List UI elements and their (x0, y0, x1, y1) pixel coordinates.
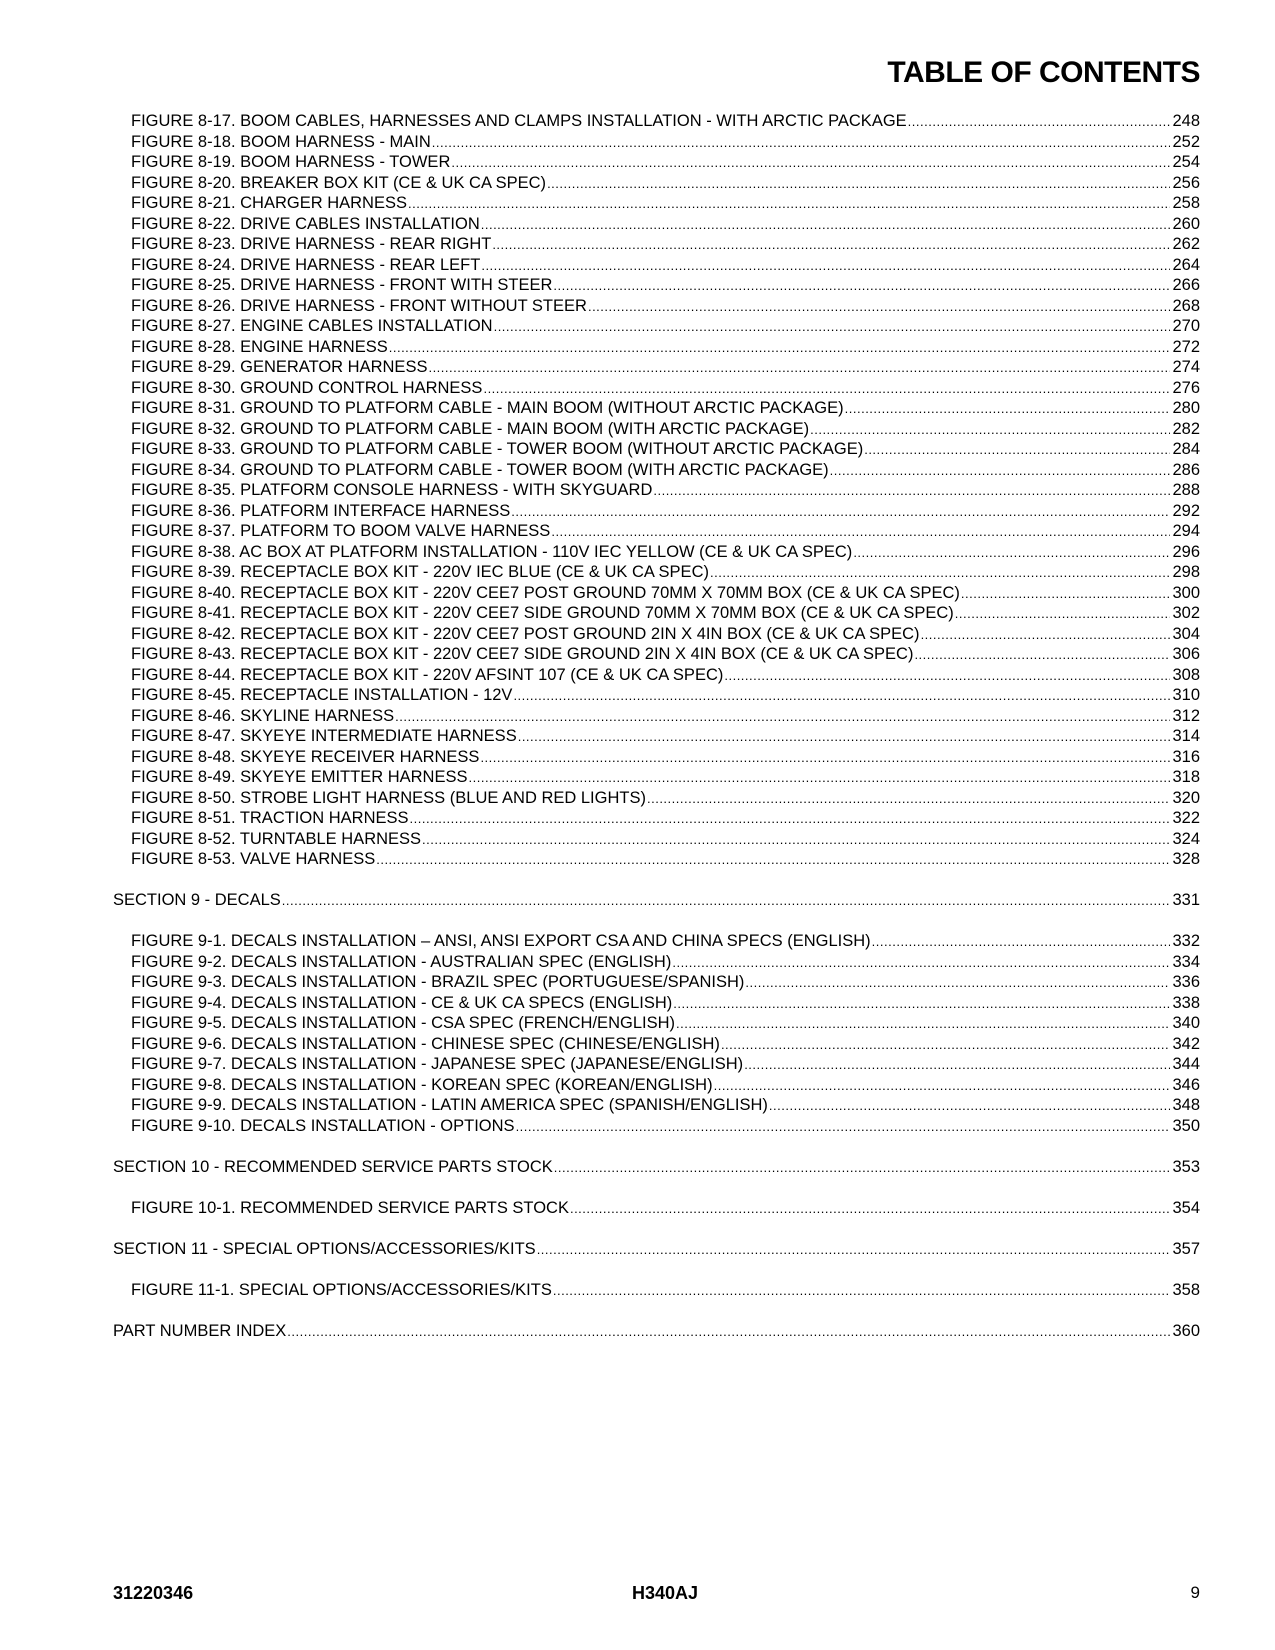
toc-entry-label: FIGURE 8-33. GROUND TO PLATFORM CABLE - TOWER BOOM (WITHOUT ARCTIC PACKAGE) (131, 440, 864, 458)
dot-leader (554, 1157, 1171, 1178)
toc-entry-label: FIGURE 11-1. SPECIAL OPTIONS/ACCESSORIES/KITS (131, 1280, 552, 1299)
toc-entry-label: FIGURE 8-42. RECEPTACLE BOX KIT - 220V CEE7 POST GROUND 2IN X 4IN BOX (CE & UK CA SPEC) (131, 624, 920, 643)
toc-entry-page: 310 (1172, 686, 1200, 704)
toc-entry-label: FIGURE 8-45. RECEPTACLE INSTALLATION - 12V (131, 686, 513, 704)
toc-entry-page: 270 (1172, 317, 1200, 335)
toc-figure-entry[interactable] (131, 419, 1200, 440)
toc-figure-entry[interactable] (131, 521, 1200, 542)
dot-leader (547, 173, 1170, 194)
toc-entry-page: 336 (1172, 973, 1200, 991)
toc-figure-entry[interactable] (131, 952, 1200, 973)
toc-entry-page: 298 (1172, 563, 1200, 581)
dot-leader (714, 1075, 1171, 1096)
toc-figure-entry[interactable] (131, 829, 1200, 850)
toc-entry-page: 280 (1172, 399, 1200, 417)
toc-figure-entry[interactable] (131, 1054, 1200, 1075)
dot-leader (724, 665, 1170, 686)
dot-leader (553, 1280, 1171, 1301)
dot-leader (653, 480, 1170, 501)
toc-section-entry[interactable] (113, 890, 1200, 911)
toc-entry-label: FIGURE 8-31. GROUND TO PLATFORM CABLE - MAIN BOOM (WITHOUT ARCTIC PACKAGE) (131, 399, 844, 417)
toc-entry-page: 254 (1172, 153, 1200, 171)
toc-figure-entry[interactable] (131, 316, 1200, 337)
toc-figure-entry[interactable] (131, 234, 1200, 255)
toc-entry-page: 342 (1172, 1034, 1200, 1053)
toc-figure-entry[interactable] (131, 993, 1200, 1014)
toc-entry-label: FIGURE 8-34. GROUND TO PLATFORM CABLE - TOWER BOOM (WITH ARCTIC PACKAGE) (131, 460, 829, 479)
dot-leader (921, 624, 1171, 645)
toc-entry-page: 288 (1172, 481, 1200, 499)
toc-entry-page: 300 (1172, 583, 1200, 602)
dot-leader (481, 214, 1171, 235)
dot-leader (376, 849, 1170, 870)
toc-entry-label: FIGURE 10-1. RECOMMENDED SERVICE PARTS STOCK (131, 1198, 569, 1217)
dot-leader (914, 644, 1170, 665)
toc-figure-entry[interactable] (131, 501, 1200, 522)
toc-entry-page: 296 (1172, 542, 1200, 561)
toc-figure-entry[interactable] (131, 665, 1200, 686)
toc-entry-page: 360 (1172, 1321, 1200, 1340)
toc-entry-page: 286 (1172, 460, 1200, 479)
toc-entry-label: FIGURE 8-39. RECEPTACLE BOX KIT - 220V IEC BLUE (CE & UK CA SPEC) (131, 563, 709, 581)
dot-leader (672, 952, 1170, 973)
dot-leader (287, 1321, 1170, 1342)
toc-figure-entry[interactable] (131, 726, 1200, 747)
toc-figure-entry[interactable] (131, 562, 1200, 583)
toc-entry-page: 353 (1172, 1157, 1200, 1176)
toc-figure-entry[interactable] (131, 931, 1200, 952)
dot-leader (908, 111, 1171, 132)
dot-leader (480, 747, 1170, 768)
toc-figure-entry[interactable] (131, 173, 1200, 194)
toc-figure-entry[interactable] (131, 767, 1200, 788)
toc-figure-entry[interactable] (131, 275, 1200, 296)
toc-figure-entry[interactable] (131, 1095, 1200, 1116)
toc-figure-entry[interactable] (131, 480, 1200, 501)
toc-figure-entry[interactable] (131, 1116, 1200, 1137)
toc-figure-entry[interactable] (131, 193, 1200, 214)
toc-entry-label: FIGURE 9-3. DECALS INSTALLATION - BRAZIL SPEC (PORTUGUESE/SPANISH) (131, 973, 745, 991)
toc-figure-entry[interactable] (131, 378, 1200, 399)
toc-figure-entry[interactable] (131, 624, 1200, 645)
dot-leader (810, 419, 1170, 440)
dot-leader (481, 255, 1170, 276)
toc-entry-page: 314 (1172, 727, 1200, 745)
toc-entry-label: FIGURE 8-43. RECEPTACLE BOX KIT - 220V CEE7 SIDE GROUND 2IN X 4IN BOX (CE & UK CA SPEC) (131, 645, 914, 663)
toc-entry-label: FIGURE 9-4. DECALS INSTALLATION - CE & UK CA SPECS (ENGLISH) (131, 993, 673, 1012)
toc-entry-page: 328 (1172, 850, 1200, 868)
dot-leader (422, 829, 1170, 850)
toc-figure-entry[interactable] (131, 685, 1200, 706)
toc-entry-page: 350 (1172, 1116, 1200, 1135)
toc-entry-page: 320 (1172, 788, 1200, 807)
toc-figure-entry[interactable] (131, 849, 1200, 870)
toc-figure-entry[interactable] (131, 398, 1200, 419)
toc-figure-entry[interactable] (131, 214, 1200, 235)
toc-figure-entry[interactable] (131, 255, 1200, 276)
dot-leader (513, 685, 1170, 706)
toc-entry-label: FIGURE 9-10. DECALS INSTALLATION - OPTIONS (131, 1116, 515, 1135)
toc-entry-label: FIGURE 8-17. BOOM CABLES, HARNESSES AND CLAMPS INSTALLATION - WITH ARCTIC PACKAGE (131, 112, 907, 130)
dot-leader (494, 316, 1171, 337)
dot-leader (469, 767, 1171, 788)
toc-entry-label: FIGURE 9-7. DECALS INSTALLATION - JAPANESE SPEC (JAPANESE/ENGLISH) (131, 1055, 744, 1073)
toc-entry-page: 292 (1172, 501, 1200, 520)
toc-entry-label: FIGURE 8-23. DRIVE HARNESS - REAR RIGHT (131, 235, 492, 253)
toc-entry-label: FIGURE 8-35. PLATFORM CONSOLE HARNESS - WITH SKYGUARD (131, 481, 653, 499)
toc-entry-label: FIGURE 8-36. PLATFORM INTERFACE HARNESS (131, 501, 511, 520)
dot-leader (853, 542, 1170, 563)
toc-entry-page: 260 (1172, 214, 1200, 233)
dot-leader (872, 931, 1171, 952)
dot-leader (389, 337, 1171, 358)
toc-entry-label: FIGURE 8-24. DRIVE HARNESS - REAR LEFT (131, 255, 481, 274)
model-name: H340AJ (632, 1583, 699, 1603)
dot-leader (710, 562, 1170, 583)
toc-entry-page: 256 (1172, 173, 1200, 192)
toc-entry-page: 324 (1172, 829, 1200, 848)
toc-entry-page: 340 (1172, 1014, 1200, 1032)
toc-entry-page: 331 (1172, 891, 1200, 909)
toc-entry-page: 308 (1172, 665, 1200, 684)
toc-entry-label: FIGURE 8-51. TRACTION HARNESS (131, 809, 409, 827)
toc-figure-entry[interactable] (131, 439, 1200, 460)
toc-entry-label: FIGURE 8-26. DRIVE HARNESS - FRONT WITHOUT STEER (131, 296, 587, 315)
toc-entry-label: FIGURE 8-44. RECEPTACLE BOX KIT - 220V AFSINT 107 (CE & UK CA SPEC) (131, 665, 724, 684)
toc-entry-page: 334 (1172, 952, 1200, 971)
dot-leader (537, 1239, 1171, 1260)
toc-figure-entry[interactable] (131, 1013, 1200, 1034)
toc-entry-page: 354 (1172, 1198, 1200, 1217)
dot-leader (408, 193, 1170, 214)
dot-leader (721, 1034, 1171, 1055)
toc-figure-entry[interactable] (131, 542, 1200, 563)
toc-figure-entry[interactable] (131, 644, 1200, 665)
toc-entry-page: 272 (1172, 337, 1200, 356)
dot-leader (492, 234, 1170, 255)
dot-leader (410, 808, 1171, 829)
toc-entry-label: FIGURE 9-2. DECALS INSTALLATION - AUSTRALIAN SPEC (ENGLISH) (131, 952, 672, 971)
dot-leader (553, 275, 1170, 296)
toc-entry-page: 264 (1172, 255, 1200, 274)
toc-figure-entry[interactable] (131, 132, 1200, 153)
toc-entry-page: 318 (1172, 768, 1200, 786)
toc-entry-page: 276 (1172, 378, 1200, 397)
toc-entry-label: FIGURE 8-48. SKYEYE RECEIVER HARNESS (131, 747, 480, 766)
toc-figure-entry[interactable] (131, 706, 1200, 727)
toc-entry-label: SECTION 11 - SPECIAL OPTIONS/ACCESSORIES/KITS (113, 1239, 536, 1258)
toc-figure-entry[interactable] (131, 152, 1200, 173)
dot-leader (769, 1095, 1171, 1116)
dot-leader (744, 1054, 1170, 1075)
dot-leader (745, 972, 1170, 993)
dot-leader (588, 296, 1171, 317)
toc-entry-label: FIGURE 8-53. VALVE HARNESS (131, 850, 376, 868)
dot-leader (451, 152, 1170, 173)
dot-leader (282, 890, 1171, 911)
toc-entry-label: FIGURE 8-49. SKYEYE EMITTER HARNESS (131, 768, 468, 786)
toc-entry-label: PART NUMBER INDEX (113, 1321, 287, 1340)
toc-section-entry[interactable] (113, 1321, 1200, 1342)
toc-entry-page: 358 (1172, 1280, 1200, 1299)
toc-entry-label: FIGURE 8-29. GENERATOR HARNESS (131, 358, 428, 376)
toc-figure-entry[interactable] (131, 1075, 1200, 1096)
toc-entry-label: FIGURE 8-30. GROUND CONTROL HARNESS (131, 378, 483, 397)
toc-figure-entry[interactable] (131, 972, 1200, 993)
dot-leader (395, 706, 1170, 727)
toc-entry-label: FIGURE 8-52. TURNTABLE HARNESS (131, 829, 422, 848)
dot-leader (518, 726, 1171, 747)
toc-entry-page: 268 (1172, 296, 1200, 315)
toc-entry-page: 252 (1172, 132, 1200, 151)
toc-entry-page: 262 (1172, 235, 1200, 253)
dot-leader (428, 357, 1170, 378)
toc-entry-page: 348 (1172, 1096, 1200, 1114)
toc-figure-entry[interactable] (131, 788, 1200, 809)
dot-leader (961, 583, 1171, 604)
toc-entry-label: FIGURE 9-8. DECALS INSTALLATION - KOREAN SPEC (KOREAN/ENGLISH) (131, 1075, 713, 1094)
toc-entry-label: FIGURE 8-27. ENGINE CABLES INSTALLATION (131, 317, 493, 335)
toc-entry-label: FIGURE 9-9. DECALS INSTALLATION - LATIN AMERICA SPEC (SPANISH/ENGLISH) (131, 1096, 768, 1114)
toc-entry-page: 338 (1172, 993, 1200, 1012)
toc-entry-page: 312 (1172, 706, 1200, 725)
toc-figure-entry[interactable] (131, 337, 1200, 358)
toc-figure-entry[interactable] (131, 357, 1200, 378)
toc-entry-page: 306 (1172, 645, 1200, 663)
page-number: 9 (1190, 1583, 1200, 1602)
toc-entry-page: 344 (1172, 1055, 1200, 1073)
toc-entry-label: SECTION 10 - RECOMMENDED SERVICE PARTS STOCK (113, 1157, 553, 1176)
dot-leader (676, 1013, 1170, 1034)
page-footer (0, 1583, 1275, 1607)
toc-entry-label: FIGURE 8-28. ENGINE HARNESS (131, 337, 388, 356)
dot-leader (673, 993, 1170, 1014)
toc-entry-label: FIGURE 8-22. DRIVE CABLES INSTALLATION (131, 214, 480, 233)
toc-entry-label: FIGURE 8-50. STROBE LIGHT HARNESS (BLUE AND RED LIGHTS) (131, 788, 646, 807)
toc-figure-entry[interactable] (131, 296, 1200, 317)
toc-entry-page: 248 (1172, 112, 1200, 130)
toc-entry-label: FIGURE 8-46. SKYLINE HARNESS (131, 706, 395, 725)
dot-leader (845, 398, 1171, 419)
page-title: TABLE OF CONTENTS (887, 56, 1200, 89)
toc-entry-label: FIGURE 8-40. RECEPTACLE BOX KIT - 220V CEE7 POST GROUND 70MM X 70MM BOX (CE & UK CA SPEC) (131, 583, 960, 602)
toc-entry-label: FIGURE 8-19. BOOM HARNESS - TOWER (131, 153, 451, 171)
dot-leader (432, 132, 1171, 153)
toc-entry-page: 266 (1172, 276, 1200, 294)
dot-leader (647, 788, 1170, 809)
toc-entry-page: 274 (1172, 358, 1200, 376)
dot-leader (864, 439, 1170, 460)
toc-section-entry[interactable] (113, 1239, 1200, 1260)
toc-entry-label: FIGURE 8-25. DRIVE HARNESS - FRONT WITH STEER (131, 276, 553, 294)
toc-entry-page: 322 (1172, 809, 1200, 827)
toc-entry-page: 357 (1172, 1239, 1200, 1258)
toc-figure-entry[interactable] (131, 111, 1200, 132)
toc-entry-page: 258 (1172, 194, 1200, 212)
toc-figure-entry[interactable] (131, 1280, 1200, 1301)
toc-figure-entry[interactable] (131, 808, 1200, 829)
dot-leader (830, 460, 1171, 481)
toc-entry-label: FIGURE 9-6. DECALS INSTALLATION - CHINESE SPEC (CHINESE/ENGLISH) (131, 1034, 720, 1053)
dot-leader (483, 378, 1170, 399)
toc-entry-page: 294 (1172, 522, 1200, 540)
toc-figure-entry[interactable] (131, 747, 1200, 768)
toc-entry-label: FIGURE 8-18. BOOM HARNESS - MAIN (131, 132, 431, 151)
toc-entry-page: 332 (1172, 932, 1200, 950)
dot-leader (570, 1198, 1171, 1219)
toc-entry-page: 304 (1172, 624, 1200, 643)
toc-figure-entry[interactable] (131, 583, 1200, 604)
toc-entry-label: FIGURE 9-5. DECALS INSTALLATION - CSA SPEC (FRENCH/ENGLISH) (131, 1014, 675, 1032)
toc-entry-label: FIGURE 8-32. GROUND TO PLATFORM CABLE - MAIN BOOM (WITH ARCTIC PACKAGE) (131, 419, 810, 438)
toc-entry-page: 282 (1172, 419, 1200, 438)
toc-entry-label: FIGURE 8-21. CHARGER HARNESS (131, 194, 407, 212)
toc-entry-label: FIGURE 8-38. AC BOX AT PLATFORM INSTALLATION - 110V IEC YELLOW (CE & UK CA SPEC) (131, 542, 853, 561)
toc-entry-label: SECTION 9 - DECALS (113, 891, 281, 909)
toc-section-entry[interactable] (113, 1157, 1200, 1178)
toc-entry-label: FIGURE 8-47. SKYEYE INTERMEDIATE HARNESS (131, 727, 517, 745)
toc-figure-entry[interactable] (131, 603, 1200, 624)
toc-entry-page: 346 (1172, 1075, 1200, 1094)
dot-leader (516, 1116, 1171, 1137)
dot-leader (551, 521, 1170, 542)
dot-leader (955, 603, 1171, 624)
toc-entry-page: 302 (1172, 604, 1200, 622)
toc-entry-label: FIGURE 9-1. DECALS INSTALLATION – ANSI, ANSI EXPORT CSA AND CHINA SPECS (ENGLISH) (131, 932, 871, 950)
toc-figure-entry[interactable] (131, 1198, 1200, 1219)
toc-entry-label: FIGURE 8-41. RECEPTACLE BOX KIT - 220V CEE7 SIDE GROUND 70MM X 70MM BOX (CE & UK CA SPEC) (131, 604, 954, 622)
toc-entry-page: 316 (1172, 747, 1200, 766)
document-number: 31220346 (113, 1583, 194, 1603)
toc-figure-entry[interactable] (131, 1034, 1200, 1055)
toc-entry-page: 284 (1172, 440, 1200, 458)
toc-entry-label: FIGURE 8-37. PLATFORM TO BOOM VALVE HARNESS (131, 522, 551, 540)
toc-entry-label: FIGURE 8-20. BREAKER BOX KIT (CE & UK CA SPEC) (131, 173, 547, 192)
toc-figure-entry[interactable] (131, 460, 1200, 481)
dot-leader (511, 501, 1170, 522)
